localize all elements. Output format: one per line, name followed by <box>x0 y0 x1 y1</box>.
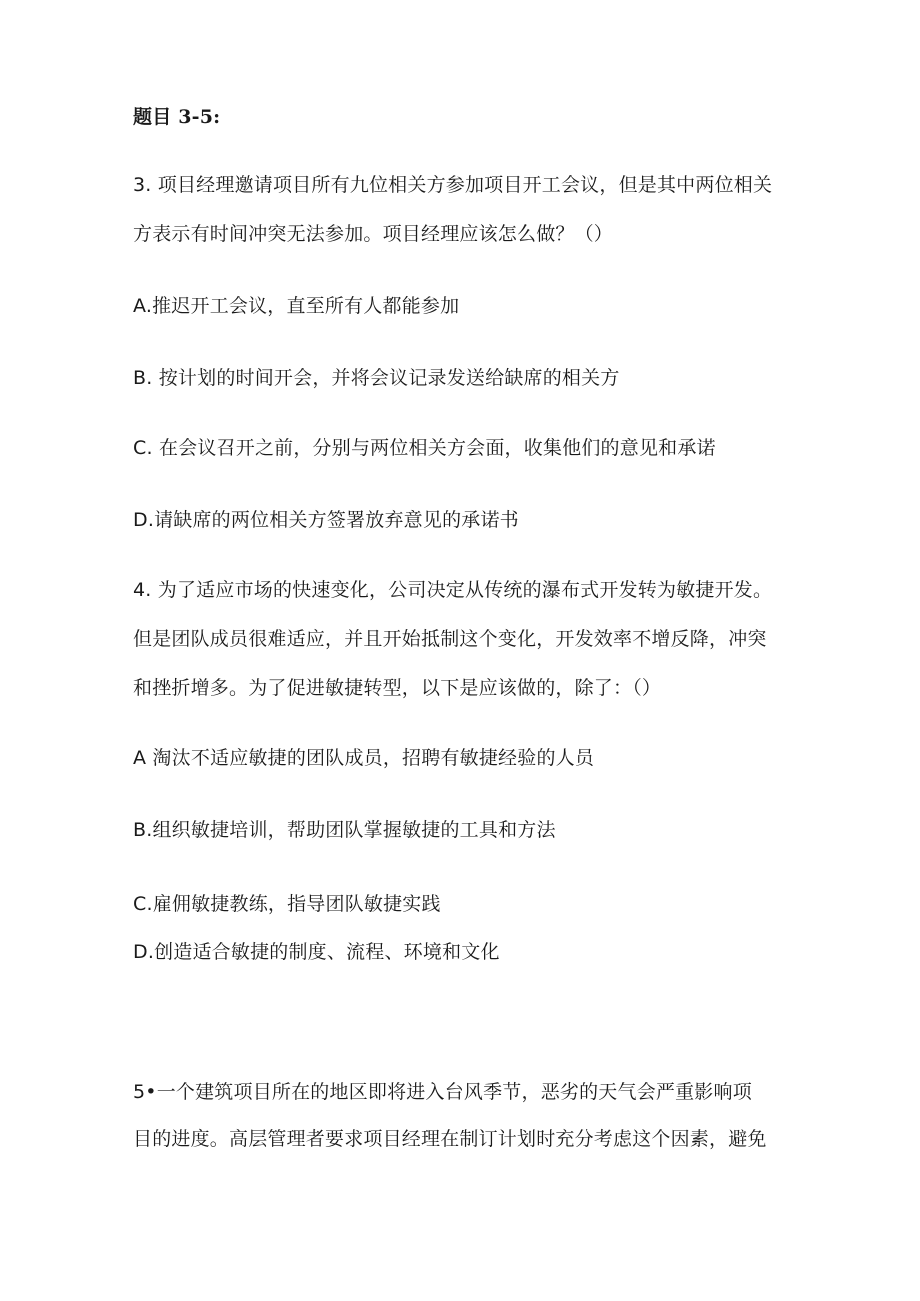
q3-option-c: C. 在会议召开之前，分别与两位相关方会面，收集他们的意见和承诺 <box>133 437 716 459</box>
q5-stem-line-2: 目的进度。高层管理者要求项目经理在制订计划时充分考虑这个因素，避免 <box>133 1128 767 1150</box>
q3-stem-line-1: 3. 项目经理邀请项目所有九位相关方参加项目开工会议，但是其中两位相关 <box>133 174 773 196</box>
q3-option-a: A.推迟开工会议，直至所有人都能参加 <box>133 295 460 317</box>
q4-option-b: B.组织敏捷培训，帮助团队掌握敏捷的工具和方法 <box>133 819 556 841</box>
q4-option-d: D.创造适合敏捷的制度、流程、环境和文化 <box>133 941 500 963</box>
q3-option-d: D.请缺席的两位相关方签署放弃意见的承诺书 <box>133 509 519 531</box>
q3-option-b: B. 按计划的时间开会，并将会议记录发送给缺席的相关方 <box>133 367 620 389</box>
q4-stem-line-1: 4. 为了适应市场的快速变化，公司决定从传统的瀑布式开发转为敏捷开发。 <box>133 579 773 601</box>
q3-stem-line-2: 方表示有时间冲突无法参加。项目经理应该怎么做？（） <box>133 223 614 245</box>
q4-stem-line-3: 和挫折增多。为了促进敏捷转型，以下是应该做的，除了：（） <box>133 677 662 699</box>
q4-option-c: C.雇佣敏捷教练，指导团队敏捷实践 <box>133 893 441 915</box>
section-heading: 题目 3-5: <box>133 106 221 128</box>
q5-stem-line-1: 5•一个建筑项目所在的地区即将进入台风季节，恶劣的天气会严重影响项 <box>133 1081 752 1103</box>
q4-option-a: A 淘汰不适应敏捷的团队成员，招聘有敏捷经验的人员 <box>133 747 595 769</box>
q4-stem-line-2: 但是团队成员很难适应，并且开始抵制这个变化，开发效率不增反降，冲突 <box>133 628 767 650</box>
